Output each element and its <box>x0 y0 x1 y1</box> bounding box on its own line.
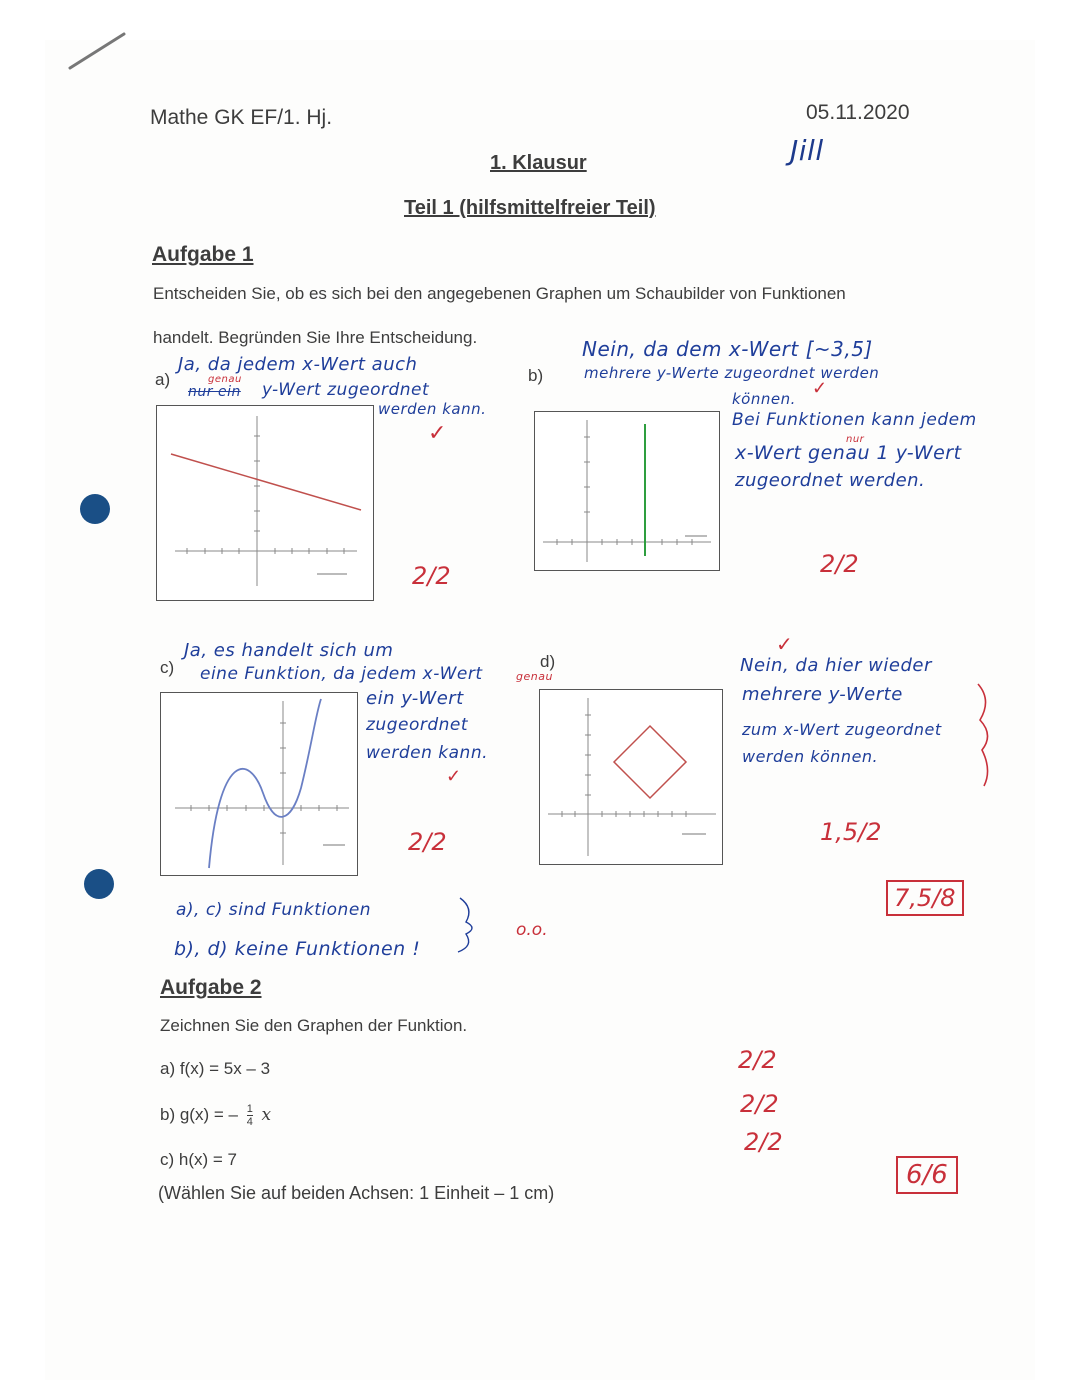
summary-note: o.o. <box>516 920 548 940</box>
item-b-var: x <box>261 1104 272 1125</box>
score-c: 2/2 <box>408 828 447 856</box>
answer-c-line2: eine Funktion, da jedem x-Wert <box>200 664 483 684</box>
answer-c-insert: genau <box>516 670 553 683</box>
score-b: 2/2 <box>820 550 859 578</box>
label-d: d) <box>540 652 556 671</box>
exam-title: 1. Klausur <box>490 152 587 174</box>
aufgabe2-heading: Aufgabe 2 <box>160 976 262 999</box>
score-2b: 2/2 <box>740 1090 779 1118</box>
label-b: b) <box>528 366 544 385</box>
answer-a-line2: y-Wert zugeordnet <box>262 380 430 400</box>
item-b-prefix: b) g(x) = – <box>160 1104 238 1124</box>
checkmark-a: ✓ <box>428 420 447 445</box>
score-2c: 2/2 <box>744 1128 783 1156</box>
answer-c-line1: Ja, es handelt sich um <box>184 640 394 661</box>
aufgabe2-item-a: a) f(x) = 5x – 3 <box>160 1059 271 1078</box>
checkmark-b: ✓ <box>812 378 828 398</box>
fraction-denominator: 4 <box>246 1116 253 1128</box>
answer-a-line1: Ja, da jedem x-Wert auch <box>178 354 418 375</box>
label-c: c) <box>160 658 175 677</box>
aufgabe2-instruction: Zeichnen Sie den Graphen der Funktion. <box>160 1016 468 1035</box>
course-label: Mathe GK EF/1. Hj. <box>150 106 333 129</box>
red-brace-summary <box>452 894 482 958</box>
answer-d-line1: Nein, da hier wieder <box>740 655 932 676</box>
score-2a: 2/2 <box>738 1046 777 1074</box>
aufgabe1-instruction-1: Entscheiden Sie, ob es sich bei den angegebenen Graphen um Schaubilder von Funktionen <box>153 284 846 303</box>
fraction-numerator: 1 <box>246 1103 253 1115</box>
answer-a-line3: werden kann. <box>378 400 487 418</box>
student-name: Jill <box>790 134 824 167</box>
answer-b-line2: mehrere y-Werte zugeordnet werden <box>584 364 880 382</box>
aufgabe2-item-c: c) h(x) = 7 <box>160 1150 237 1169</box>
answer-b-line3: können. <box>732 390 796 408</box>
score-aufgabe1-total: 7,5/8 <box>886 880 964 916</box>
answer-d-line4: werden können. <box>742 747 879 766</box>
aufgabe1-heading: Aufgabe 1 <box>152 243 254 266</box>
answer-c-line4: zugeordnet <box>366 715 469 735</box>
answer-c-line5: werden kann. <box>366 743 488 763</box>
label-a: a) <box>155 370 171 389</box>
answer-b-line4: Bei Funktionen kann jedem <box>732 410 977 430</box>
checkmark-d: ✓ <box>776 634 793 656</box>
answer-c-line3: ein y-Wert <box>366 688 464 709</box>
graph-d <box>539 689 723 865</box>
answer-b-line5: x-Wert genau 1 y-Wert <box>735 442 962 464</box>
graph-b <box>534 411 720 571</box>
red-brace-d <box>970 680 1000 790</box>
exam-subtitle: Teil 1 (hilfsmittelfreier Teil) <box>404 197 656 219</box>
summary-line2: b), d) keine Funktionen ! <box>174 938 421 960</box>
graph-a <box>156 405 374 601</box>
graph-c <box>160 692 358 876</box>
answer-b-insert: nur <box>846 434 865 445</box>
date-label: 05.11.2020 <box>806 101 910 124</box>
summary-line1: a), c) sind Funktionen <box>176 900 372 920</box>
aufgabe2-item-b <box>160 1103 271 1128</box>
answer-d-line3: zum x-Wert zugeordnet <box>742 720 942 739</box>
punch-hole-bottom <box>84 869 114 899</box>
aufgabe1-instruction-2: handelt. Begründen Sie Ihre Entscheidung. <box>153 328 478 347</box>
aufgabe2-note: (Wählen Sie auf beiden Achsen: 1 Einheit – 1 cm) <box>158 1183 555 1203</box>
answer-a-struck: nur ein <box>188 384 241 400</box>
answer-b-line1: Nein, da dem x-Wert [~3,5] <box>582 337 873 361</box>
pencil-stroke <box>66 28 130 74</box>
answer-a-insert: genau <box>208 374 242 385</box>
fraction <box>247 1103 253 1128</box>
score-aufgabe2-total: 6/6 <box>896 1156 958 1194</box>
answer-d-line2: mehrere y-Werte <box>742 684 903 705</box>
checkmark-c: ✓ <box>446 766 462 786</box>
answer-b-line6: zugeordnet werden. <box>735 470 926 491</box>
score-a: 2/2 <box>412 562 451 590</box>
punch-hole-top <box>80 494 110 524</box>
score-d: 1,5/2 <box>820 818 882 846</box>
